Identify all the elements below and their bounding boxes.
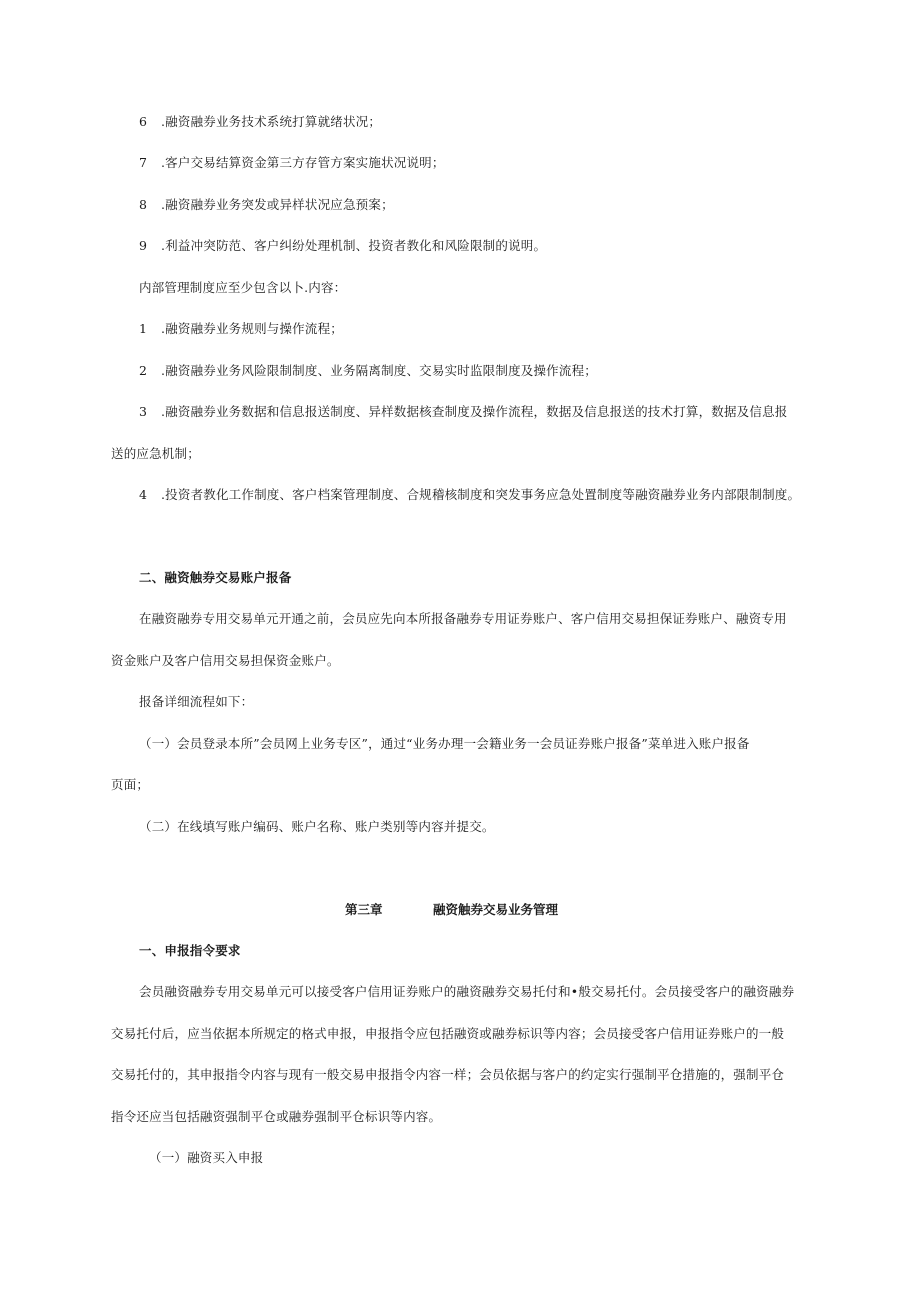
list-item-2 xyxy=(139,363,597,379)
list-item-text: .利益冲突防范、客户纠纷处理机制、投资者教化和风险限制的说明。 xyxy=(161,238,547,253)
paragraph-line: 交易托付的，其申报指令内容与现有一般交易申报指令内容一样；会员依据与客户的约定实行强制平仓措施的，强制平仓 xyxy=(111,1067,785,1082)
paragraph-line: 资金账户及客户信用交易担保资金账户。 xyxy=(111,653,340,668)
step-line: （二）在线填写账户编码、账户名称、账户类别等内容并提交。 xyxy=(139,819,495,834)
section-heading-account-filing: 二、融资触券交易账户报备 xyxy=(139,570,292,585)
list-item-text: .投资者教化工作制度、客户档案管理制度、合规稽核制度和突发事务应急处置制度等融资融券业务内部限制制度。 xyxy=(161,487,801,502)
list-item-number: 9 xyxy=(139,238,148,253)
subheading-margin-buy: （一）融资买入申报 xyxy=(149,1150,264,1165)
step-line: （一）会员登录本所”会员网上业务专区”，通过“业务办理一会籍业务一会员证券账户报备”菜单进入账户报备 xyxy=(139,736,750,751)
list-item-text: .融资融券业务规则与操作流程； xyxy=(161,321,343,336)
list-item-number: 3 xyxy=(139,404,148,419)
step-line: 页面； xyxy=(111,777,150,792)
list-item-text: .融资融券业务数据和信息报送制度、异样数据核查制度及操作流程，数据及信息报送的技术打算，数据及信息报 xyxy=(161,404,788,419)
paragraph-line: 在融资融券专用交易单元开通之前，会员应先向本所报备融券专用证券账户、客户信用交易担保证券账户、融资专用 xyxy=(139,611,787,626)
chapter-name: 融资触券交易业务管理 xyxy=(433,902,559,917)
list-item-9 xyxy=(139,238,546,254)
list-item-6 xyxy=(139,114,381,130)
list-item-number: 2 xyxy=(139,363,148,378)
paragraph-line: 交易托付后，应当依据本所规定的格式申报，申报指令应包括融资或融券标识等内容；会员接受客户信用证券账户的一般 xyxy=(111,1026,785,1041)
list-item-number: 4 xyxy=(139,487,148,502)
list-item-text: .客户交易结算资金第三方存管方案实施状况说明； xyxy=(161,155,445,170)
paragraph-line: 会员融资融券专用交易单元可以接受客户信用证券账户的融资融券交易托付和•般交易托付。会员接受客户的融资融券 xyxy=(139,984,795,999)
list-item-text: .融资融券业务风险限制制度、业务隔离制度、交易实时监限制度及操作流程； xyxy=(161,363,597,378)
chapter-number: 第三章 xyxy=(345,902,383,917)
list-item-number: 8 xyxy=(139,197,148,212)
list-item-number: 1 xyxy=(139,321,148,336)
list-item-4 xyxy=(139,487,800,503)
internal-intro: 内部管理制度应至少包含以卜.内容： xyxy=(139,280,347,295)
list-item-text: .融资融券业务突发或异样状况应急预案； xyxy=(161,197,394,212)
list-item-3-continuation: 送的应急机制； xyxy=(111,446,200,461)
section-heading-order-requirements: 一、申报指令要求 xyxy=(139,943,241,958)
list-item-3 xyxy=(139,404,787,420)
list-item-number: 7 xyxy=(139,155,148,170)
list-item-8 xyxy=(139,197,394,213)
list-item-text: .融资融券业务技术系统打算就绪状况； xyxy=(161,114,382,129)
list-item-7 xyxy=(139,155,445,171)
paragraph-line: 指令还应当包括融资强制平仓或融券强制平仓标识等内容。 xyxy=(111,1109,442,1124)
paragraph-line: 报备详细流程如下： xyxy=(139,694,254,709)
list-item-number: 6 xyxy=(139,114,148,129)
list-item-1 xyxy=(139,321,343,337)
